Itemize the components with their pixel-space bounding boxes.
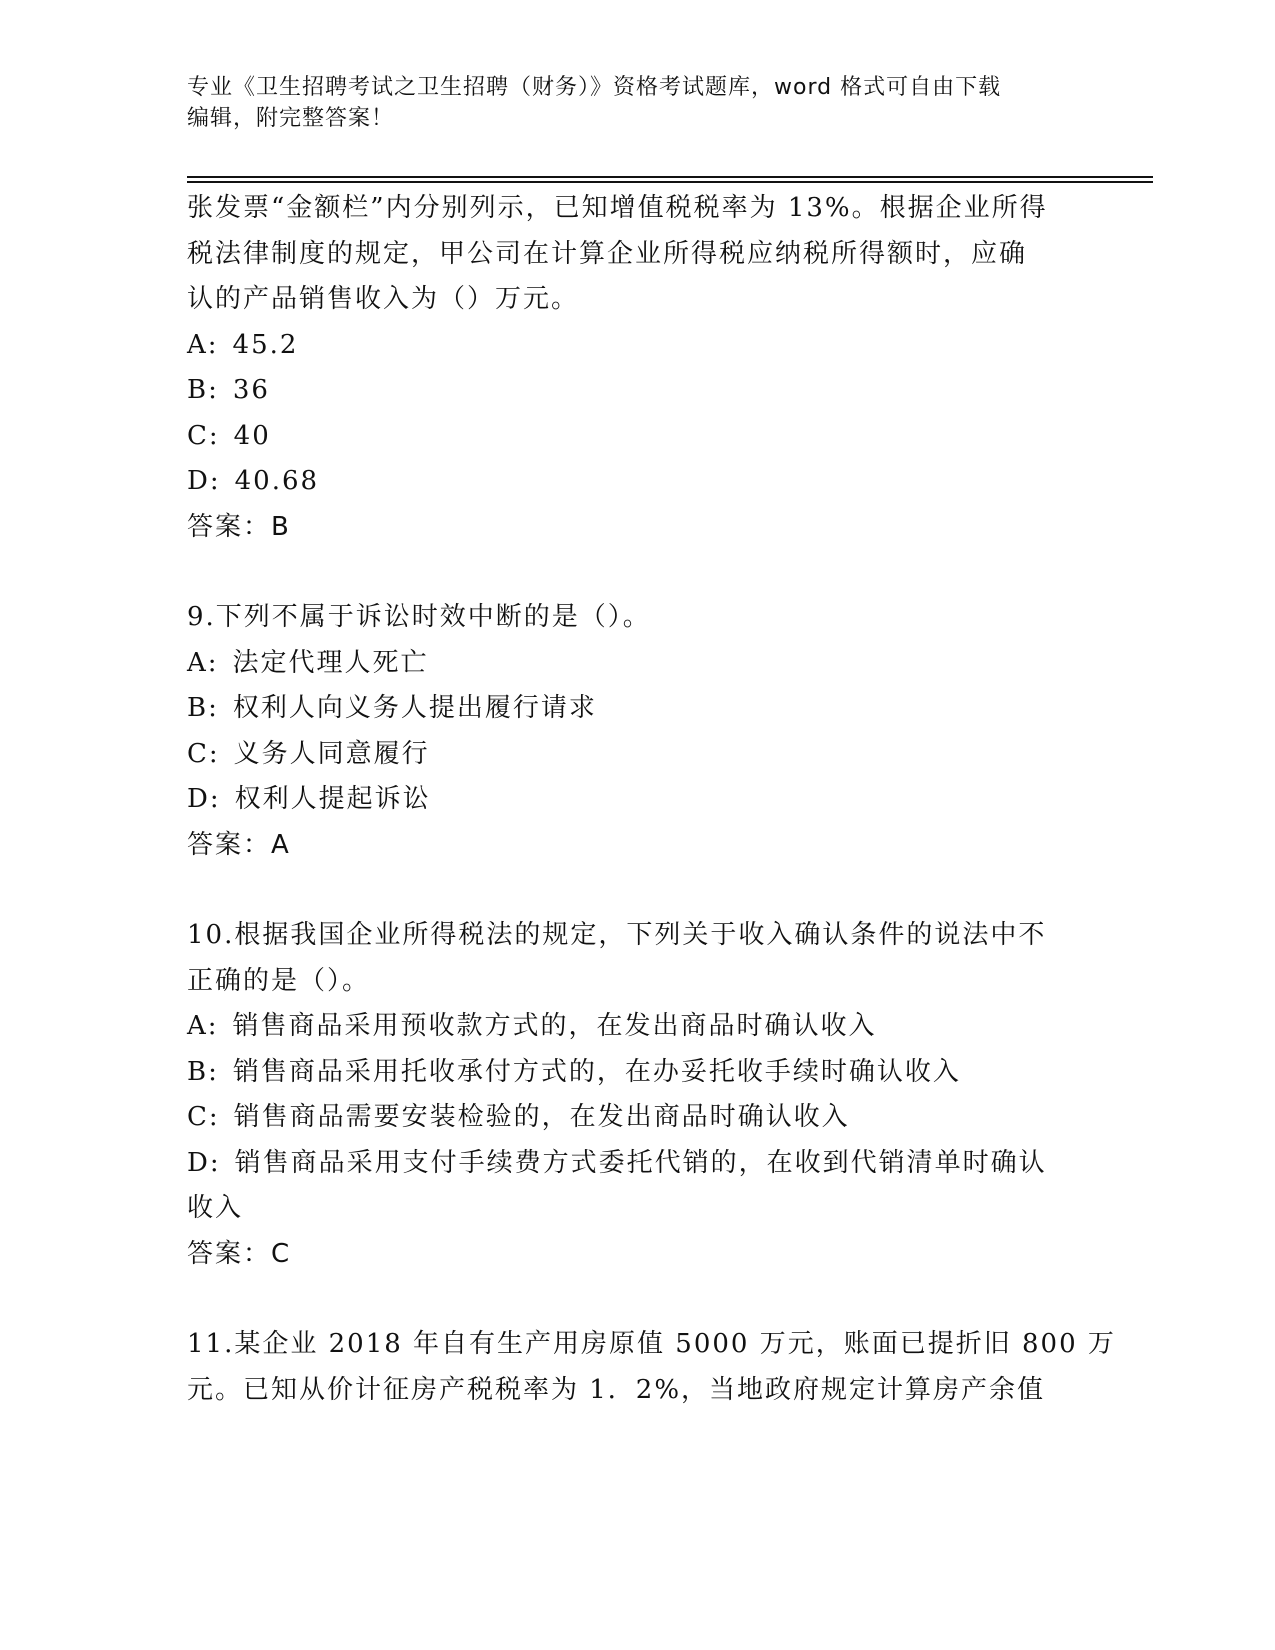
- question-stem-line: 张发票“金额栏”内分别列示，已知增值税税率为 13%。根据企业所得: [187, 193, 1048, 223]
- spacer: [187, 1277, 1087, 1322]
- header-divider-bottom: [187, 181, 1153, 183]
- question-content: [187, 186, 1116, 1413]
- option-text: 销售商品采用托收承付方式的，在办妥托收手续时确认收入: [232, 1056, 961, 1087]
- spacer: [187, 868, 1087, 913]
- option-label: B:: [187, 1056, 219, 1087]
- option-text: 销售商品需要安装检验的，在发出商品时确认收入: [233, 1102, 850, 1132]
- option-text: 权利人提起诉讼: [234, 784, 431, 814]
- option-d: [187, 1141, 1087, 1187]
- option-label: A:: [187, 1011, 219, 1041]
- option-text: 销售商品采用支付手续费方式委托代销的，在收到代销清单时确认: [234, 1147, 1047, 1178]
- option-d: [187, 777, 1087, 823]
- answer-line: 答案：B: [187, 511, 291, 542]
- option-label: A:: [187, 329, 219, 360]
- option-d: [187, 459, 1087, 505]
- option-text: 36: [232, 375, 270, 405]
- question-9: [187, 595, 1087, 868]
- option-b: [187, 686, 1087, 732]
- option-c: [187, 414, 1087, 460]
- option-text: 法定代理人死亡: [232, 647, 429, 678]
- option-text: 40: [233, 420, 271, 451]
- option-b: [187, 368, 1087, 414]
- option-c: [187, 732, 1087, 778]
- option-label: C:: [187, 420, 220, 451]
- header-line-1: 专业《卫生招聘考试之卫生招聘（财务）》资格考试题库，word 格式可自由下载: [187, 75, 1002, 100]
- question-stem-line: 11.某企业 2018 年自有生产用房原值 5000 万元，账面已提折旧 800 万: [187, 1329, 1116, 1359]
- option-a: [187, 323, 1087, 369]
- question-stem-line: 税法律制度的规定，甲公司在计算企业所得税应纳税所得额时，应确: [187, 238, 1028, 269]
- question-stem-line: 10.根据我国企业所得税法的规定，下列关于收入确认条件的说法中不: [187, 920, 1047, 950]
- option-label: C:: [187, 1102, 220, 1132]
- option-text: 义务人同意履行: [233, 738, 430, 769]
- option-label: D:: [187, 1147, 221, 1178]
- option-label: D:: [187, 784, 221, 814]
- option-label: A:: [187, 647, 219, 678]
- option-text: 销售商品采用预收款方式的，在发出商品时确认收入: [232, 1011, 877, 1041]
- option-d-continuation: 收入: [187, 1193, 244, 1223]
- option-label: B:: [187, 375, 219, 405]
- option-text: 40.68: [234, 466, 320, 496]
- question-11: [187, 1322, 1116, 1413]
- header-divider-top: [187, 176, 1153, 178]
- question-stem-line: 认的产品销售收入为（）万元。: [187, 284, 580, 314]
- spacer: [187, 550, 1087, 595]
- question-stem-line: 元。已知从价计征房产税税率为 1．2%，当地政府规定计算房产余值: [187, 1374, 1046, 1405]
- option-label: D:: [187, 466, 221, 496]
- option-a: [187, 1004, 1087, 1050]
- answer-line: 答案：C: [187, 1238, 292, 1269]
- question-8: [187, 186, 1087, 550]
- question-stem-line: 9.下列不属于诉讼时效中断的是（）。: [187, 602, 651, 632]
- answer-line: 答案：A: [187, 829, 291, 860]
- option-label: B:: [187, 693, 219, 723]
- question-stem-line: 正确的是（）。: [187, 965, 371, 996]
- option-text: 45.2: [232, 329, 299, 360]
- option-label: C:: [187, 738, 220, 769]
- document-header: [187, 72, 1087, 134]
- option-text: 权利人向义务人提出履行请求: [232, 693, 597, 723]
- header-line-2: 编辑，附完整答案！: [187, 106, 395, 131]
- option-c: [187, 1095, 1087, 1141]
- question-10: [187, 913, 1087, 1277]
- option-a: [187, 641, 1087, 687]
- option-b: [187, 1050, 1087, 1096]
